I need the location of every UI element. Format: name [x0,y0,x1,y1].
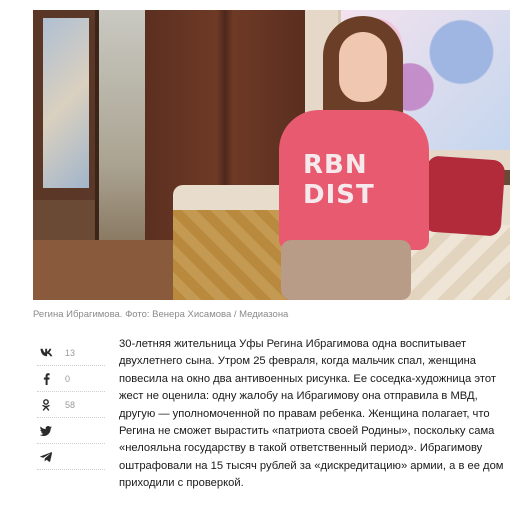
share-facebook[interactable] [37,366,105,392]
person-tshirt [279,110,429,250]
red-pillow [422,155,505,236]
article-line: Регина не сможет вырастить «патриота своей Родины», поскольку сама [119,425,495,438]
share-count-facebook: 0 [65,373,71,384]
article-line: повесила на окно два антивоенных рисунка. Ее соседка-художница этот [119,372,496,385]
sofa-blanket [173,210,293,300]
article-line: 30-летняя жительница Уфы Регина Ибрагимова одна воспитывает [119,338,467,350]
share-panel [37,340,105,470]
share-vk[interactable] [37,340,105,366]
share-count-odnoklassniki: 58 [65,399,76,410]
mirror-door [95,10,149,270]
share-telegram[interactable] [37,444,105,470]
odnoklassniki-icon[interactable] [39,399,53,411]
photo-caption: Регина Ибрагимова. Фото: Венера Хисамова / Медиазона [33,309,289,320]
share-twitter[interactable] [37,418,105,444]
wardrobe-left [33,10,95,200]
article-line: оштрафовали на 15 тысяч рублей за «дискредитацию» армии, а в ее дом [119,459,504,472]
article-line: двухлетнего сына. Утром 25 февраля, когда мальчик спал, женщина [119,355,477,368]
share-odnoklassniki[interactable] [37,392,105,418]
facebook-icon[interactable] [39,373,53,385]
article-paragraph [119,336,504,493]
vk-icon[interactable] [39,348,53,357]
article-line: «нелояльна государству в такой ответственный период». Ибрагимову [119,442,483,455]
article-line: приходили с проверкой. [119,477,244,490]
article-line: другую — уполномоченной по правам ребенка. Женщина полагает, что [119,407,490,420]
article-line: жест не оценила: одну жалобу на Ибрагимову она отправила в МВД, [119,390,478,403]
article-body [119,336,504,493]
telegram-icon[interactable] [39,452,53,462]
share-count-vk: 13 [65,347,76,358]
person-face [339,32,387,102]
person-legs [281,240,411,300]
article-photo [33,10,510,300]
twitter-icon[interactable] [39,426,53,436]
